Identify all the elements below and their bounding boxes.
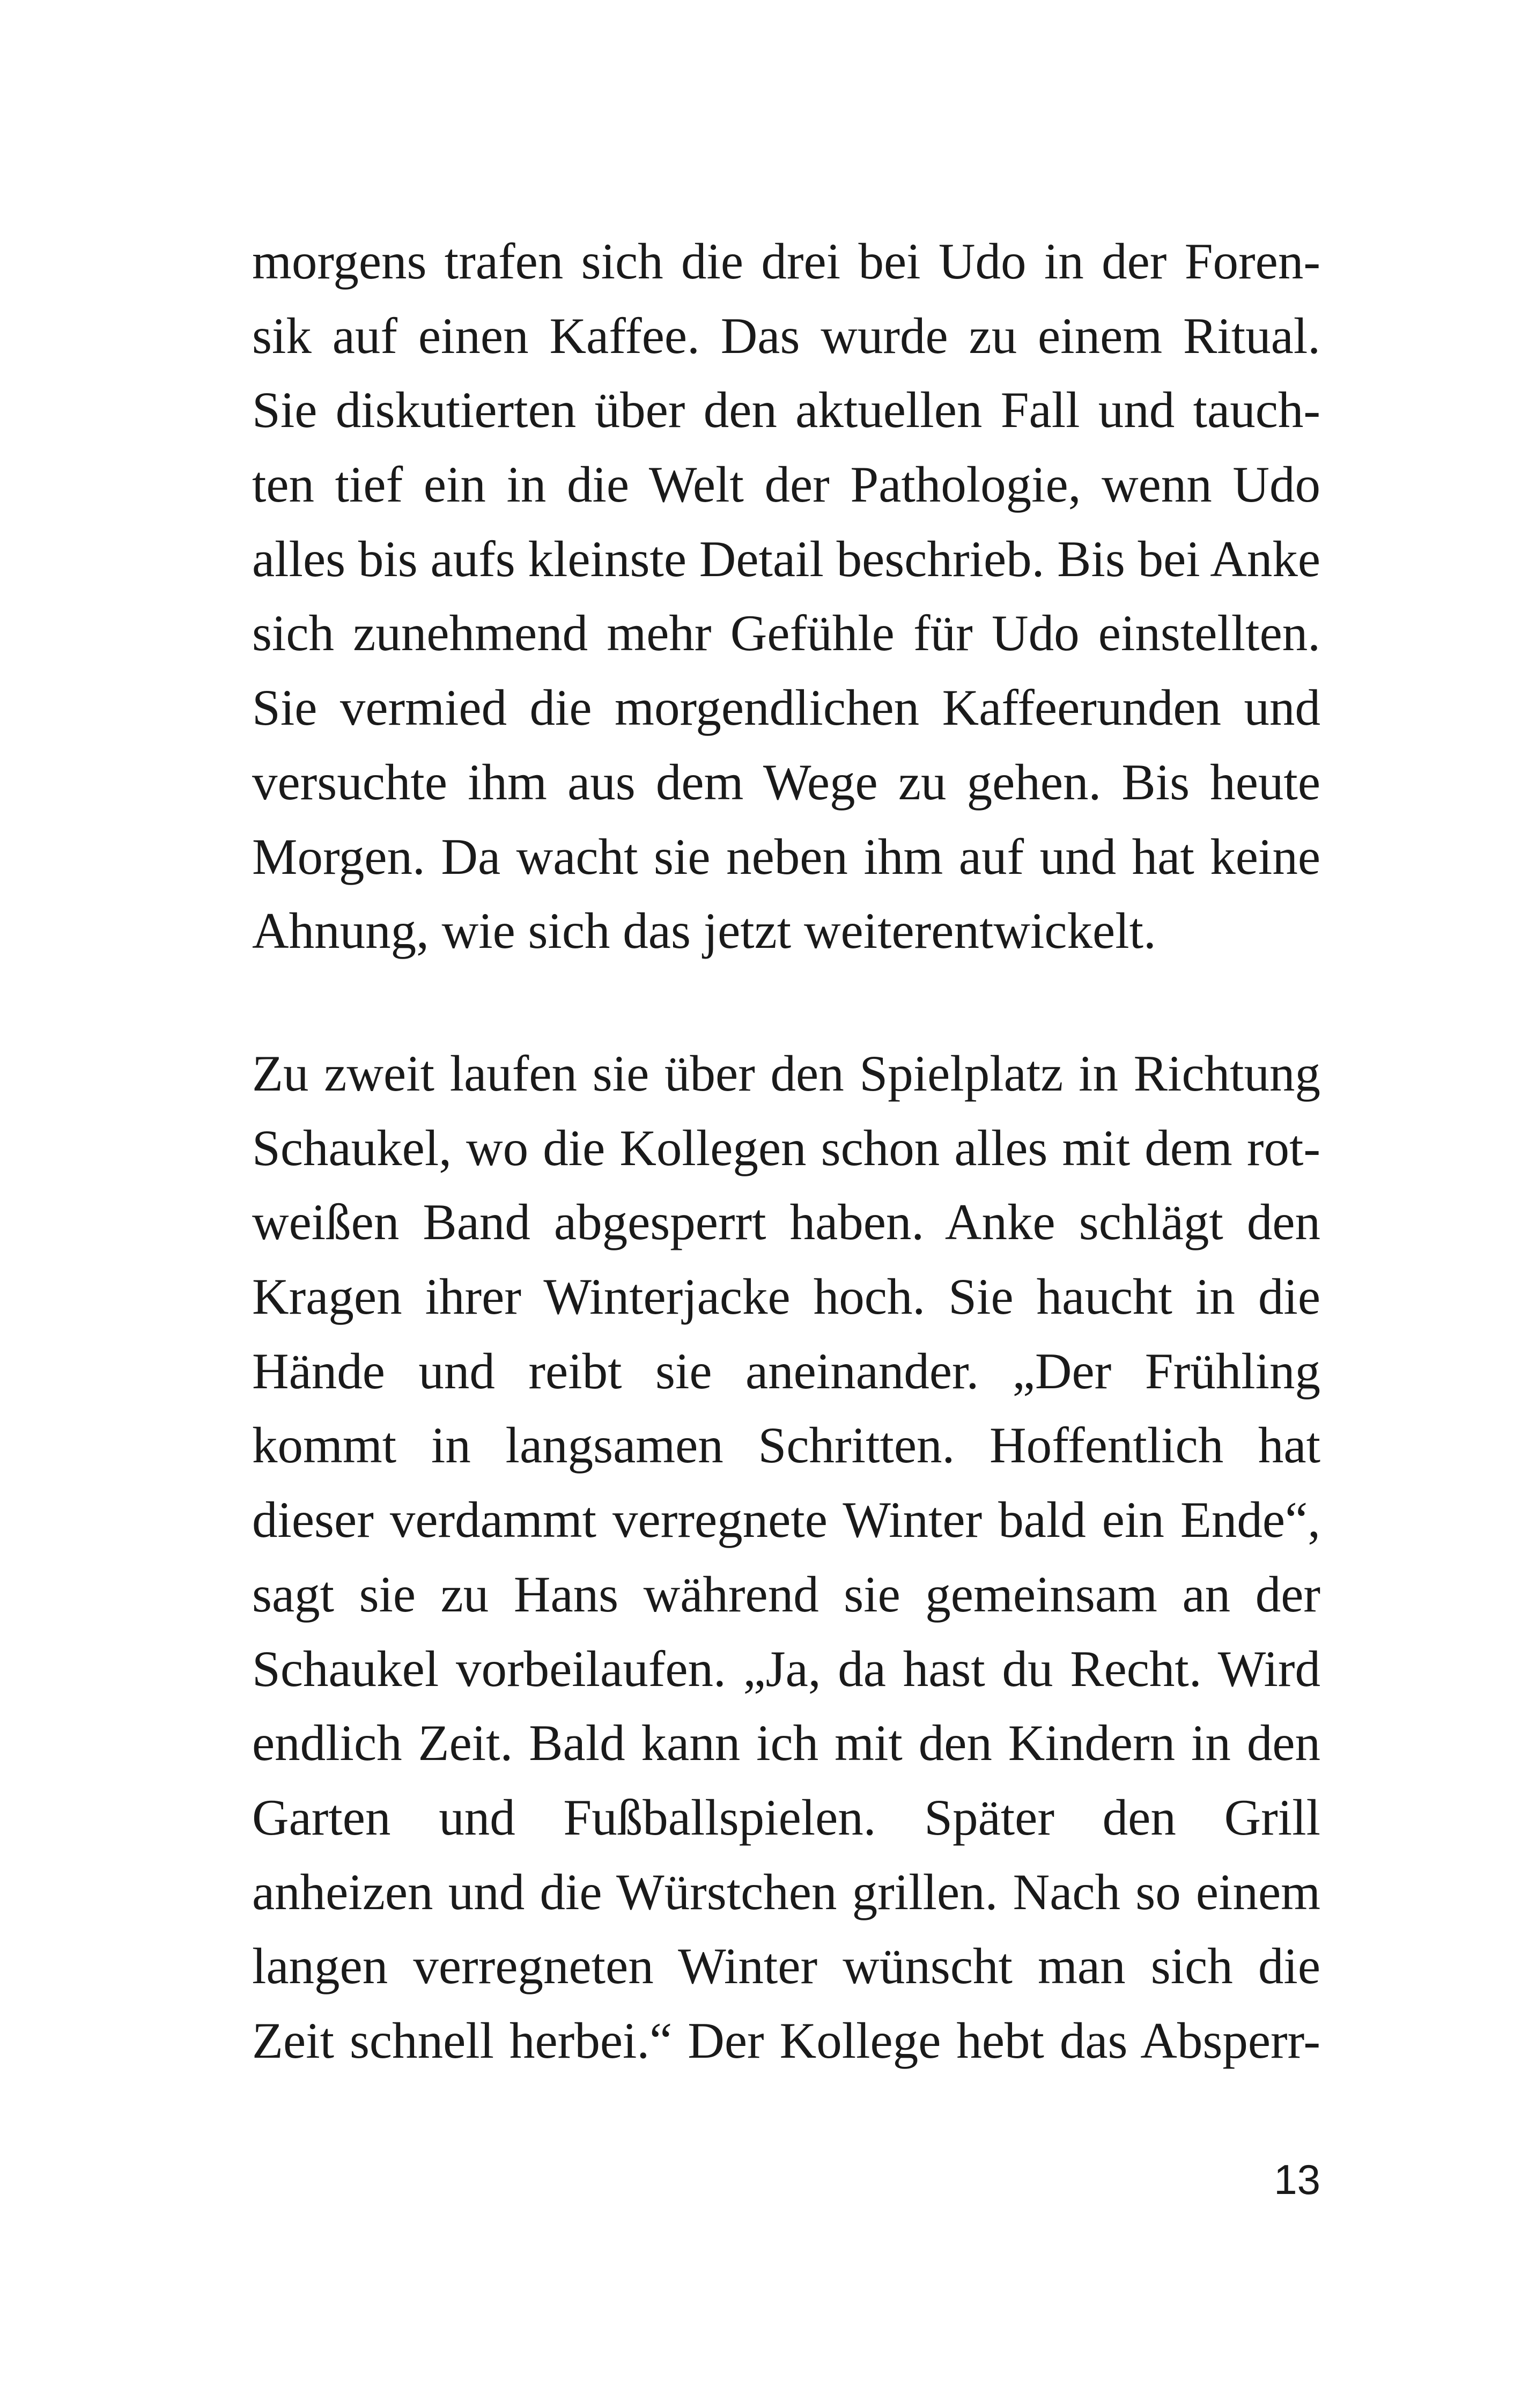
text-line: morgens trafen sich die drei bei Udo in der Foren- (252, 233, 1320, 290)
text-line: Morgen. Da wacht sie neben ihm auf und hat keine (252, 828, 1320, 885)
paragraph-1 (252, 224, 1320, 968)
text-line: Zeit schnell herbei.“ Der Kollege hebt das Absperr- (252, 2012, 1320, 2069)
text-line: Zu zweit laufen sie über den Spielplatz in Richtung (252, 1045, 1320, 1102)
text-line: Sie vermied die morgendlichen Kaffeerunden und (252, 679, 1320, 737)
text-line: weißen Band abgesperrt haben. Anke schlägt den (252, 1194, 1320, 1251)
text-line: Schaukel vorbeilaufen. „Ja, da hast du Recht. Wird (252, 1640, 1320, 1697)
text-line: kommt in langsamen Schritten. Hoffentlich hat (252, 1417, 1320, 1474)
paragraph-2 (252, 1036, 1320, 2078)
text-line: dieser verdammt verregnete Winter bald ein Ende“, (252, 1491, 1320, 1549)
text-line: Sie diskutierten über den aktuellen Fall und tauch- (252, 381, 1320, 439)
text-line: ten tief ein in die Welt der Pathologie, wenn Udo (252, 456, 1320, 513)
text-line: langen verregneten Winter wünscht man sich die (252, 1938, 1320, 1995)
text-line: versuchte ihm aus dem Wege zu gehen. Bis heute (252, 753, 1320, 811)
text-line: sagt sie zu Hans während sie gemeinsam an der (252, 1565, 1320, 1623)
text-line: Kragen ihrer Winterjacke hoch. Sie haucht in die (252, 1268, 1320, 1325)
text-line: Garten und Fußballspielen. Später den Grill (252, 1788, 1320, 1846)
text-line: anheizen und die Würstchen grillen. Nach so einem (252, 1863, 1320, 1920)
text-line: alles bis aufs kleinste Detail beschrieb. Bis bei Anke (252, 530, 1320, 587)
text-line: Hände und reibt sie aneinander. „Der Frühling (252, 1342, 1320, 1400)
text-line: sik auf einen Kaffee. Das wurde zu einem Ritual. (252, 307, 1320, 364)
text-line: sich zunehmend mehr Gefühle für Udo einstellten. (252, 605, 1320, 662)
page-number: 13 (1274, 2156, 1320, 2203)
text-line: Ahnung, wie sich das jetzt weiterentwickelt. (252, 902, 1156, 960)
text-line: endlich Zeit. Bald kann ich mit den Kindern in den (252, 1714, 1320, 1772)
text-line: Schaukel, wo die Kollegen schon alles mit dem rot- (252, 1119, 1320, 1176)
